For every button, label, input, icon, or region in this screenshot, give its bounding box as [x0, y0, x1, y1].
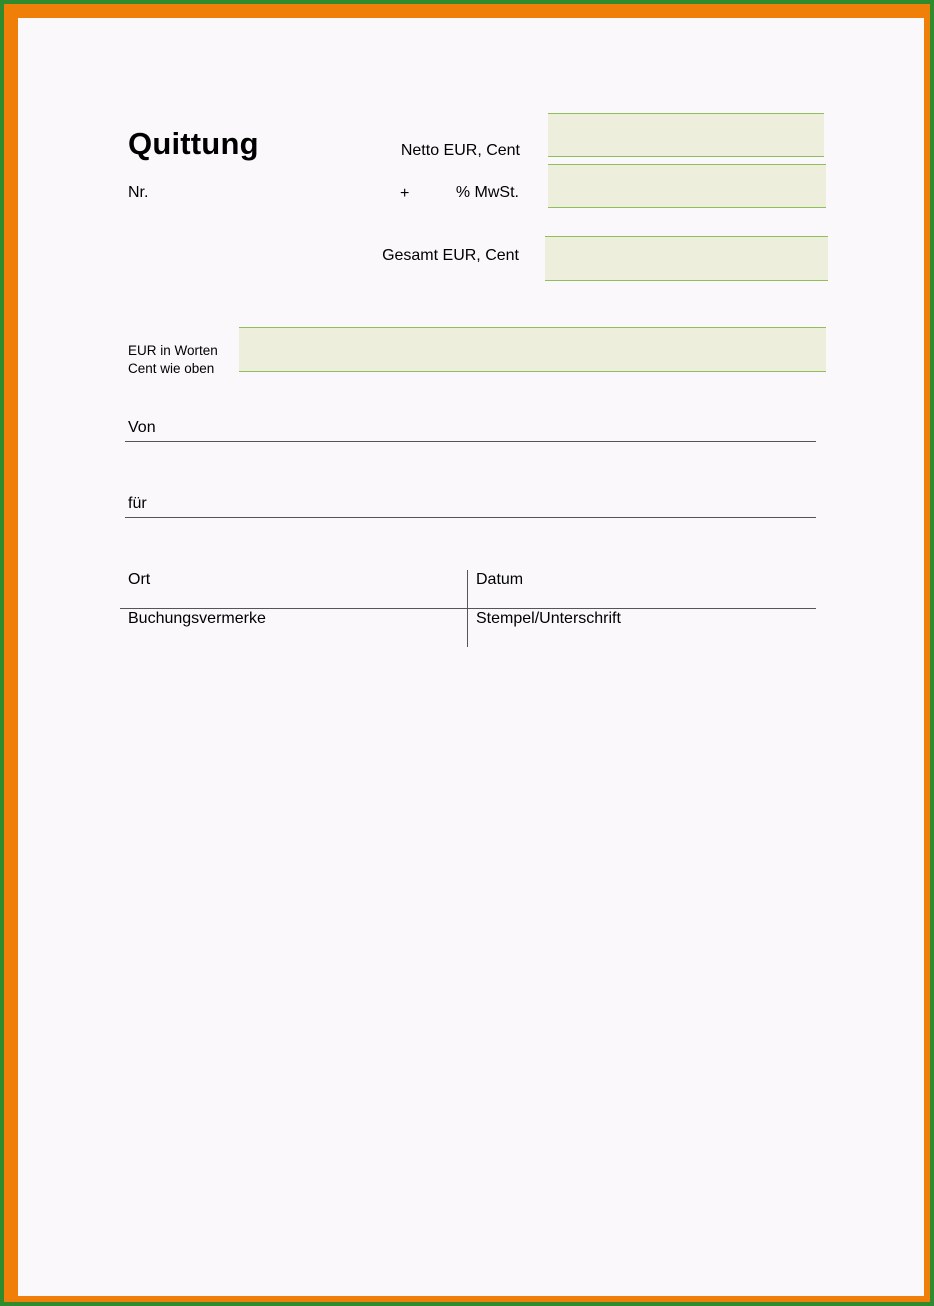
for-line[interactable]: [125, 517, 816, 518]
table-vertical-divider: [467, 570, 468, 647]
net-amount-label: Netto EUR, Cent: [400, 142, 520, 159]
from-label: Von: [128, 419, 156, 436]
receipt-title: Quittung: [128, 126, 259, 161]
amount-in-words-label-line2: Cent wie oben: [128, 361, 215, 376]
from-line[interactable]: [125, 441, 816, 442]
place-label: Ort: [128, 571, 151, 588]
amount-in-words-label-line1: EUR in Worten: [128, 343, 218, 358]
booking-notes-label: Buchungsvermerke: [128, 610, 266, 627]
total-amount-field[interactable]: [545, 236, 828, 281]
receipt-sheet: [18, 18, 924, 1296]
outer-frame: [4, 4, 930, 1302]
vat-label: % MwSt.: [455, 184, 519, 201]
net-amount-field[interactable]: [548, 113, 824, 157]
date-label: Datum: [476, 571, 524, 588]
total-amount-label: Gesamt EUR, Cent: [382, 247, 519, 264]
for-label: für: [128, 495, 147, 512]
vat-field[interactable]: [548, 164, 826, 208]
stamp-signature-label: Stempel/Unterschrift: [476, 610, 621, 627]
amount-in-words-field[interactable]: [239, 327, 826, 372]
number-label: Nr.: [128, 184, 149, 201]
table-divider-line: [120, 608, 816, 609]
plus-sign: +: [400, 185, 410, 202]
